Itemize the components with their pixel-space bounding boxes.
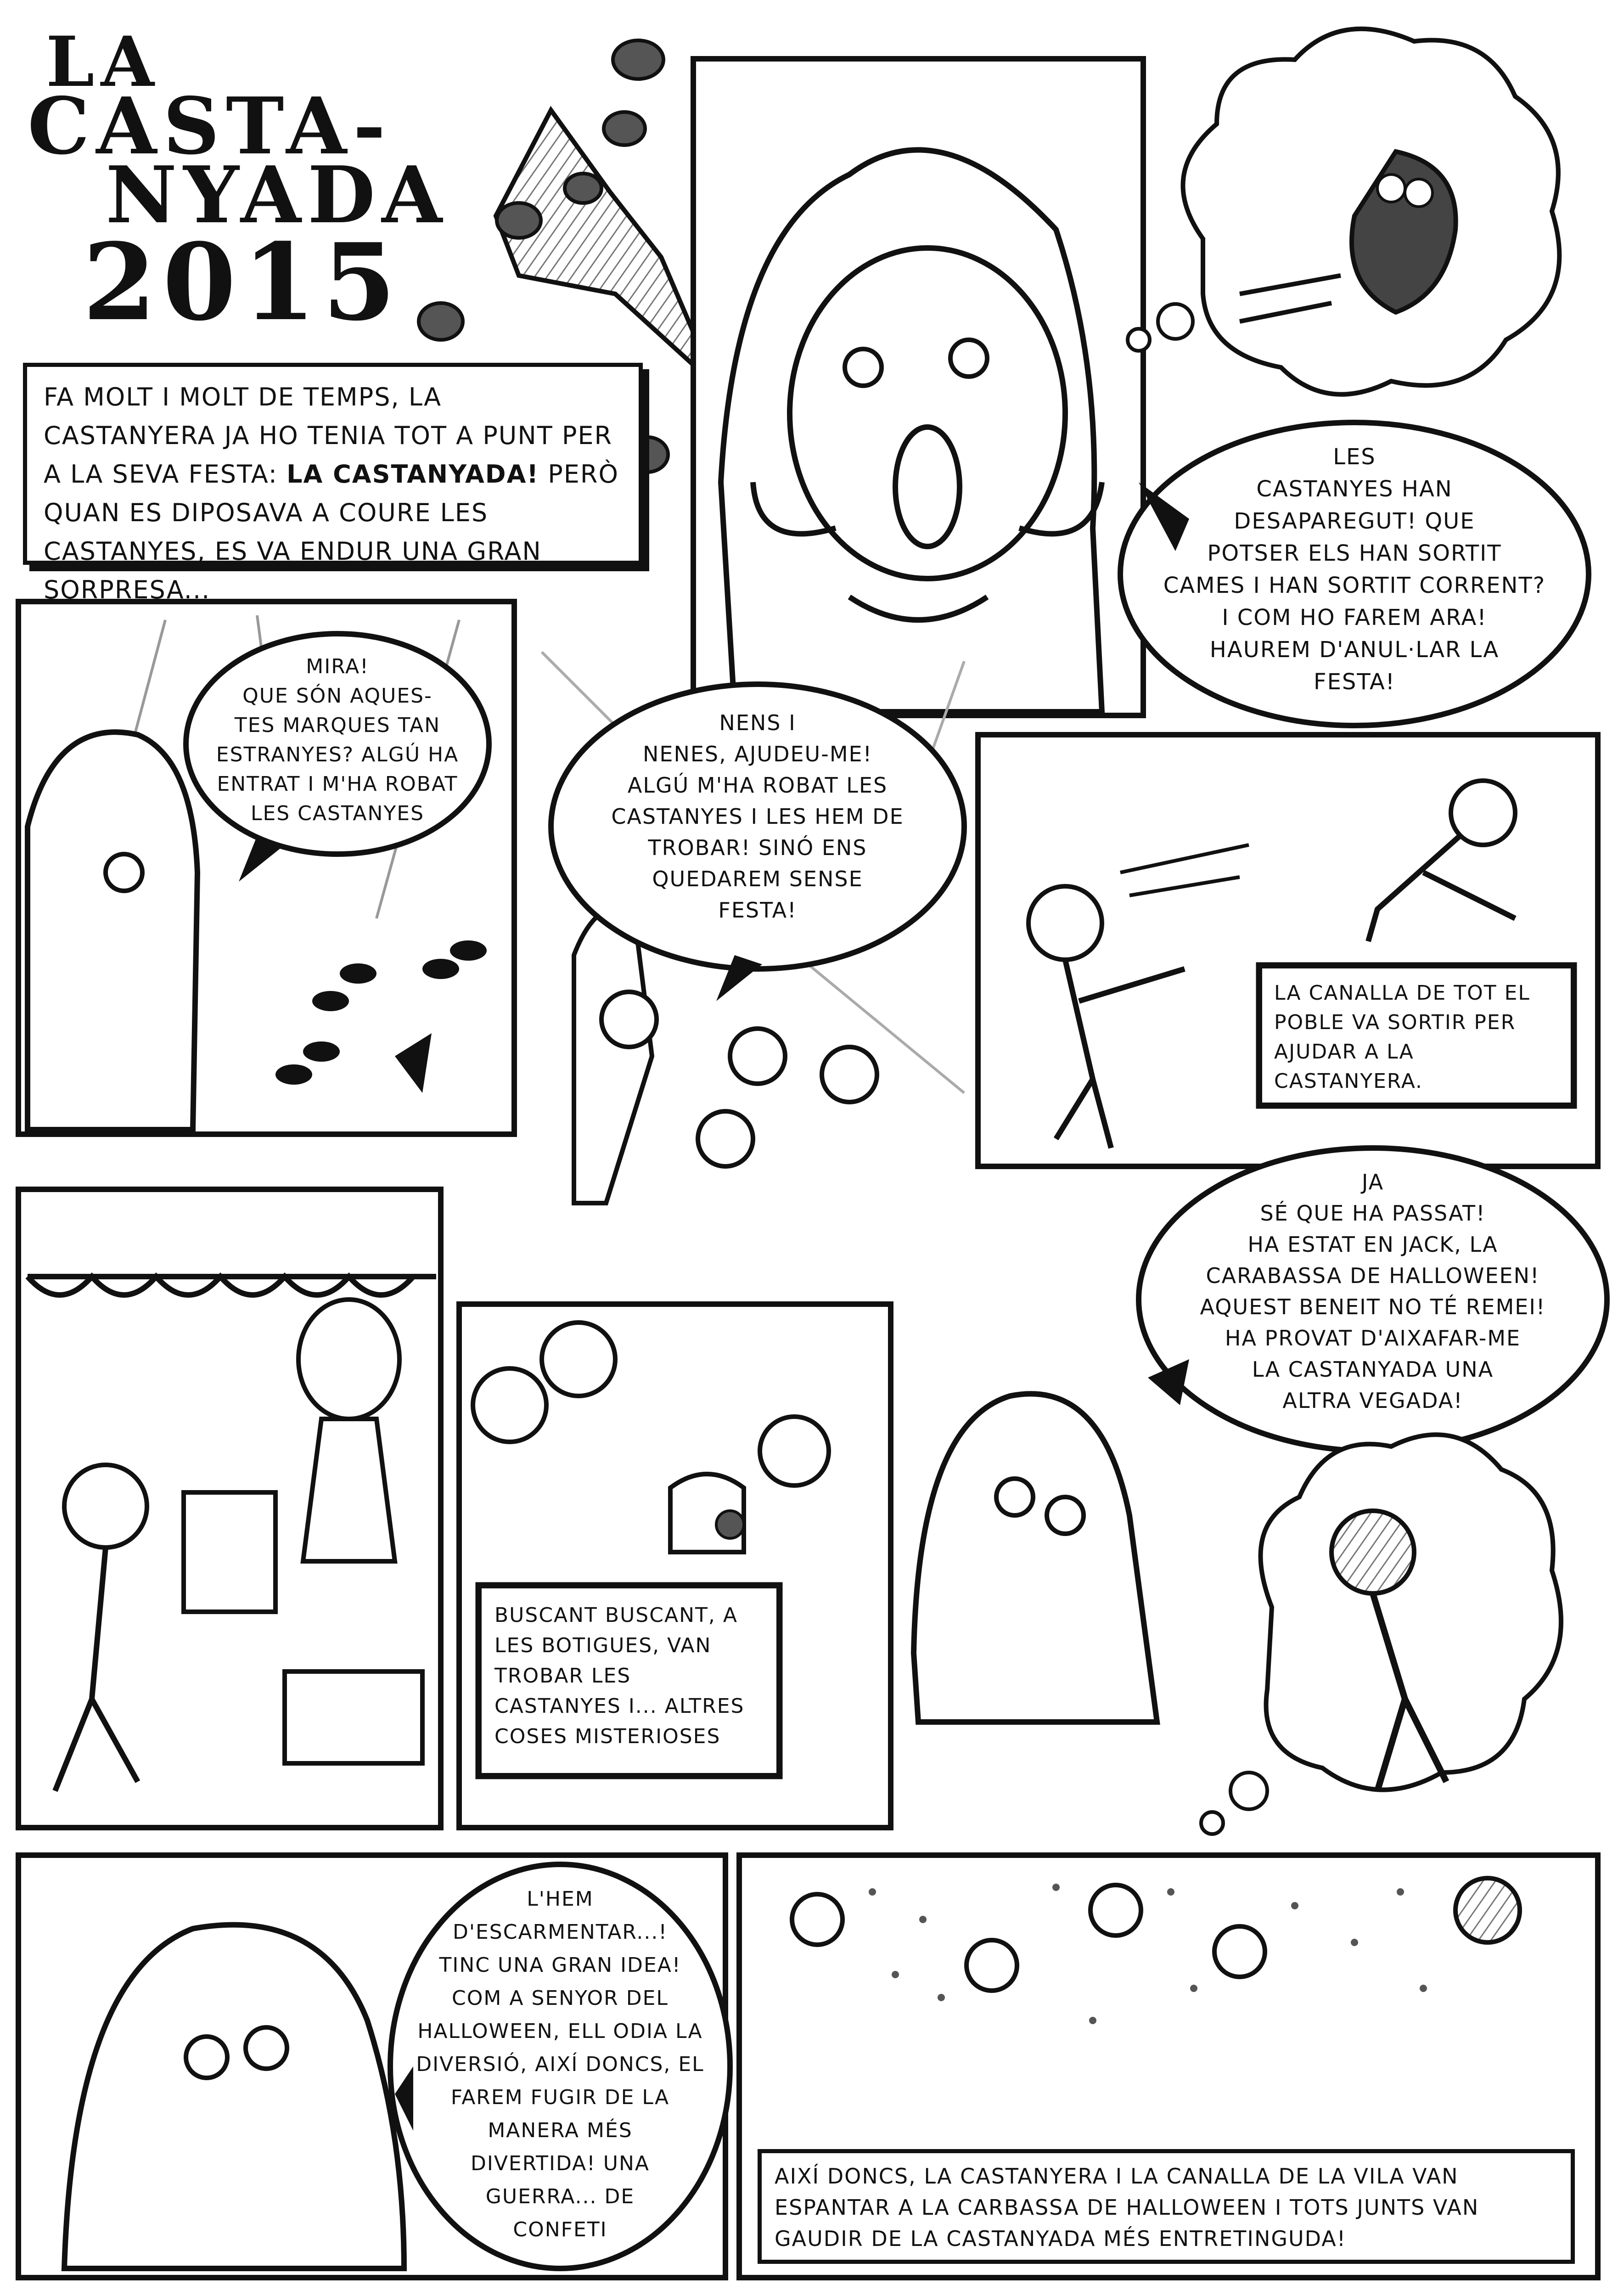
bubble-line: CARABASSA DE HALLOWEEN! bbox=[1206, 1263, 1540, 1288]
title-line-la: LA bbox=[46, 22, 161, 102]
title-line-casta: CASTA- bbox=[28, 80, 392, 172]
bubble-line: TES MARQUES TAN bbox=[234, 714, 441, 737]
bubble-line: MIRA! bbox=[306, 655, 369, 678]
bubble-line: LES bbox=[1333, 444, 1376, 470]
thought-cloud-jack-pumpkin bbox=[1201, 1435, 1561, 1834]
caption-final-text: AIXÍ DONCS, LA CASTANYERA I LA CANALLA DE LA VILA VAN ESPANTAR A LA CARBASSA DE HALLOWEEN I TOTS JUNTS VAN GAUDIR DE LA CASTANYADA MÉS ENTRETINGUDA! bbox=[775, 2164, 1479, 2251]
bubble-line: DIVERSIÓ, AIXÍ DONCS, EL bbox=[416, 2053, 704, 2076]
caption-buscant bbox=[478, 1584, 781, 1777]
speech-bubble-mira bbox=[202, 652, 473, 828]
castanyera-angry-illustration bbox=[914, 1394, 1157, 1722]
bubble-line: DIVERTIDA! UNA bbox=[470, 2152, 650, 2175]
title-line-year: 2015 bbox=[83, 220, 403, 344]
bubble-line: ESTRANYES? ALGÚ HA bbox=[216, 743, 459, 766]
speech-bubble-jack bbox=[1157, 1166, 1589, 1416]
comic-title bbox=[28, 22, 487, 344]
bubble-line: DESAPAREGUT! QUE bbox=[1234, 508, 1475, 534]
bubble-line: AQUEST BENEIT NO TÉ REMEI! bbox=[1200, 1294, 1546, 1319]
bubble-line: HALLOWEEN, ELL ODIA LA bbox=[417, 2020, 703, 2043]
bubble-line: LES CASTANYES bbox=[250, 802, 425, 825]
bubble-line: FAREM FUGIR DE LA bbox=[450, 2086, 670, 2109]
bubble-line: HA PROVAT D'AIXAFAR-ME bbox=[1225, 1326, 1521, 1351]
caption-intro-text-end: PERÒ QUAN ES DIPOSAVA A COURE LES CASTANYES, ES VA ENDUR UNA GRAN SORPRESA... bbox=[44, 460, 619, 604]
bubble-line: HAUREM D'ANUL·LAR LA bbox=[1209, 637, 1500, 663]
bubble-line: CASTANYES HAN bbox=[1256, 476, 1453, 502]
caption-canalla-text: LA CANALLA DE TOT EL POBLE VA SORTIR PER AJUDAR A LA CASTANYERA. bbox=[1274, 981, 1530, 1093]
bubble-line: SÉ QUE HA PASSAT! bbox=[1260, 1201, 1486, 1226]
thought-cloud-running-chestnut bbox=[1128, 29, 1559, 394]
bubble-line: POTSER ELS HAN SORTIT bbox=[1207, 540, 1502, 566]
bubble-line: QUE SÓN AQUES- bbox=[242, 684, 433, 708]
bubble-line: GUERRA... DE bbox=[485, 2185, 635, 2208]
bubble-line: CASTANYES I LES HEM DE bbox=[611, 804, 904, 829]
caption-intro-text: FA MOLT I MOLT DE TEMPS, LA CASTANYERA JA HO TENIA TOT A PUNT PER A LA SEVA FESTA: bbox=[44, 383, 613, 489]
bubble-line: HA ESTAT EN JACK, LA bbox=[1247, 1232, 1498, 1257]
title-line-nyada: NYADA bbox=[106, 149, 449, 241]
caption-canalla bbox=[1258, 964, 1575, 1107]
bubble-line: FESTA! bbox=[718, 898, 797, 923]
bubble-line: ENTRAT I M'HA ROBAT bbox=[217, 772, 458, 796]
speech-bubble-nens bbox=[569, 707, 946, 926]
bubble-line: CAMES I HAN SORTIT CORRENT? bbox=[1163, 573, 1546, 598]
bubble-line: D'ESCARMENTAR...! bbox=[453, 1920, 668, 1944]
bubble-line: CONFETI bbox=[513, 2218, 607, 2241]
bubble-line: ALGÚ M'HA ROBAT LES bbox=[627, 773, 888, 798]
bubble-line: I COM HO FAREM ARA! bbox=[1222, 605, 1487, 630]
caption-intro-highlight: LA CASTANYADA! bbox=[287, 460, 539, 489]
caption-final bbox=[758, 2149, 1575, 2264]
bubble-line: LA CASTANYADA UNA bbox=[1252, 1357, 1494, 1382]
bubble-line: JA bbox=[1361, 1170, 1384, 1194]
speech-bubble-idea bbox=[409, 1883, 712, 2246]
speech-bubble-desaparegut bbox=[1148, 441, 1561, 698]
bubble-line: COM A SENYOR DEL bbox=[452, 1986, 669, 2010]
bubble-line: NENES, AJUDEU-ME! bbox=[642, 742, 873, 766]
bubble-line: FESTA! bbox=[1313, 669, 1396, 695]
bubble-line: ALTRA VEGADA! bbox=[1282, 1388, 1463, 1413]
caption-intro bbox=[23, 363, 643, 604]
bubble-line: QUEDAREM SENSE bbox=[652, 867, 863, 891]
bubble-line: MANERA MÉS bbox=[488, 2119, 633, 2142]
bubble-line: L'HEM bbox=[527, 1887, 594, 1911]
bubble-line: NENS I bbox=[719, 710, 796, 735]
bubble-line: TROBAR! SINÓ ENS bbox=[648, 835, 867, 860]
caption-buscant-text: BUSCANT BUSCANT, A LES BOTIGUES, VAN TROBAR LES CASTANYES I... ALTRES COSES MISTERIOSES bbox=[494, 1604, 745, 1748]
bubble-line: TINC UNA GRAN IDEA! bbox=[439, 1953, 681, 1977]
